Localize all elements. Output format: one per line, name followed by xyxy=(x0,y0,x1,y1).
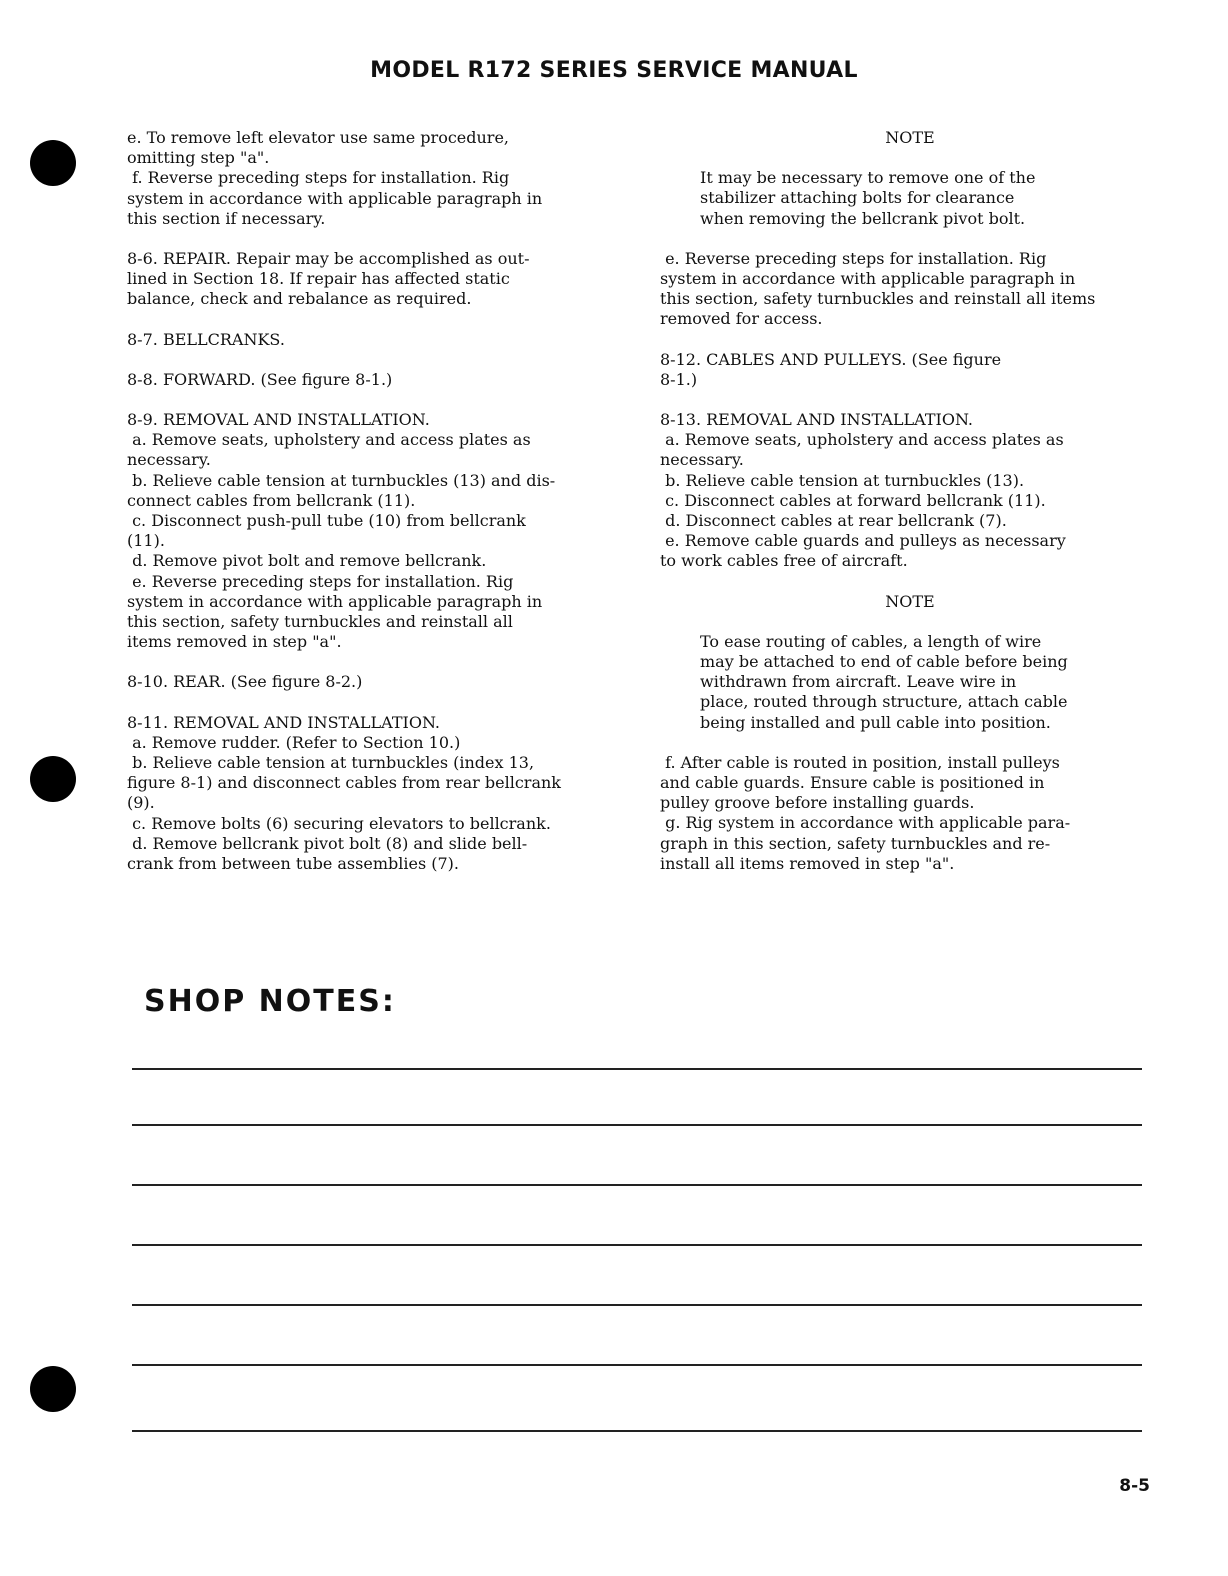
text-line: system in accordance with applicable paragraph in xyxy=(127,591,543,611)
shop-notes-title: SHOP NOTES: xyxy=(144,984,396,1019)
text-line: this section if necessary. xyxy=(127,208,326,228)
text-line: removed for access. xyxy=(660,309,823,329)
text-line: a. Remove seats, upholstery and access plates as xyxy=(127,430,531,450)
note-title: NOTE xyxy=(885,591,935,611)
text-line: c. Disconnect cables at forward bellcrank (11). xyxy=(660,490,1046,510)
text-line: crank from between tube assemblies (7). xyxy=(127,854,459,874)
binder-hole-bottom xyxy=(30,1366,76,1412)
text-line: e. Reverse preceding steps for installation. Rig xyxy=(127,571,514,591)
text-line: a. Remove seats, upholstery and access plates as xyxy=(660,430,1064,450)
text-line: system in accordance with applicable paragraph in xyxy=(127,188,543,208)
text-line: b. Relieve cable tension at turnbuckles (index 13, xyxy=(127,753,535,773)
text-line: place, routed through structure, attach cable xyxy=(700,692,1068,712)
text-line: omitting step "a". xyxy=(127,148,270,168)
right-para-fg xyxy=(660,753,1160,874)
text-line: this section, safety turnbuckles and reinstall all items xyxy=(660,289,1096,309)
section-heading: 8-8. FORWARD. (See figure 8-1.) xyxy=(127,369,393,389)
text-line: a. Remove rudder. (Refer to Section 10.) xyxy=(127,732,461,752)
text-line: lined in Section 18. If repair has affected static xyxy=(127,269,510,289)
text-line: d. Disconnect cables at rear bellcrank (7). xyxy=(660,511,1007,531)
text-line: 8-1.) xyxy=(660,369,698,389)
page-header-title: MODEL R172 SERIES SERVICE MANUAL xyxy=(370,58,858,83)
text-line: d. Remove pivot bolt and remove bellcrank. xyxy=(127,551,487,571)
note-title: NOTE xyxy=(885,128,935,147)
text-line: f. After cable is routed in position, install pulleys xyxy=(660,752,1060,772)
text-line: this section, safety turnbuckles and reinstall all xyxy=(127,612,513,632)
text-line: figure 8-1) and disconnect cables from rear bellcrank xyxy=(127,773,561,793)
text-line: To ease routing of cables, a length of wire xyxy=(700,631,1042,651)
shop-notes-line xyxy=(132,1068,1142,1070)
page-number: 8-5 xyxy=(1119,1476,1150,1496)
text-line: g. Rig system in accordance with applicable para- xyxy=(660,813,1071,833)
shop-notes-line xyxy=(132,1184,1142,1186)
text-line: e. To remove left elevator use same procedure, xyxy=(127,128,510,147)
text-line: to work cables free of aircraft. xyxy=(660,551,908,571)
text-line: f. Reverse preceding steps for installation. Rig xyxy=(127,168,510,188)
text-line: necessary. xyxy=(660,450,744,470)
section-8-9-removal xyxy=(127,410,627,652)
text-line: items removed in step "a". xyxy=(127,632,342,652)
shop-notes-line xyxy=(132,1304,1142,1306)
text-line: (9). xyxy=(127,793,155,813)
binder-hole-top xyxy=(30,140,76,186)
section-8-10-rear xyxy=(127,672,627,692)
text-line: 8-6. REPAIR. Repair may be accomplished as out- xyxy=(127,249,530,269)
shop-notes-line xyxy=(132,1124,1142,1126)
text-line: It may be necessary to remove one of the xyxy=(700,168,1036,188)
section-8-12-cables xyxy=(660,350,1160,390)
text-line: c. Remove bolts (6) securing elevators to bellcrank. xyxy=(127,813,551,833)
section-8-7-bellcranks xyxy=(127,330,627,350)
text-line: e. Reverse preceding steps for installation. Rig xyxy=(660,248,1047,268)
section-heading: 8-13. REMOVAL AND INSTALLATION. xyxy=(660,410,973,430)
section-8-6-repair xyxy=(127,249,627,310)
text-line: balance, check and rebalance as required. xyxy=(127,289,472,309)
section-heading: 8-12. CABLES AND PULLEYS. (See figure xyxy=(660,349,1002,369)
text-line: connect cables from bellcrank (11). xyxy=(127,490,416,510)
section-heading: 8-10. REAR. (See figure 8-2.) xyxy=(127,672,363,692)
shop-notes-line xyxy=(132,1364,1142,1366)
text-line: may be attached to end of cable before being xyxy=(700,652,1068,672)
text-line: necessary. xyxy=(127,450,211,470)
right-column xyxy=(660,128,1160,894)
left-column xyxy=(127,128,627,894)
text-line: being installed and pull cable into position. xyxy=(700,712,1051,732)
text-line: when removing the bellcrank pivot bolt. xyxy=(700,208,1026,228)
text-line: pulley groove before installing guards. xyxy=(660,793,975,813)
text-line: graph in this section, safety turnbuckles and re- xyxy=(660,833,1051,853)
text-line: e. Remove cable guards and pulleys as necessary xyxy=(660,531,1066,551)
text-line: system in accordance with applicable paragraph in xyxy=(660,269,1076,289)
note-body xyxy=(700,632,1160,733)
text-line: withdrawn from aircraft. Leave wire in xyxy=(700,672,1017,692)
note-body xyxy=(700,168,1160,229)
text-line: stabilizer attaching bolts for clearance xyxy=(700,188,1015,208)
text-line: b. Relieve cable tension at turnbuckles (13). xyxy=(660,470,1025,490)
section-8-11-removal xyxy=(127,713,627,875)
text-line: and cable guards. Ensure cable is positioned in xyxy=(660,773,1045,793)
shop-notes-line xyxy=(132,1430,1142,1432)
left-block-1 xyxy=(127,128,627,229)
section-heading: 8-7. BELLCRANKS. xyxy=(127,329,285,349)
section-8-8-forward xyxy=(127,370,627,390)
section-8-13-removal xyxy=(660,410,1160,572)
shop-notes-line xyxy=(132,1244,1142,1246)
right-para-e xyxy=(660,249,1160,330)
text-line: install all items removed in step "a". xyxy=(660,853,955,873)
text-line: c. Disconnect push-pull tube (10) from bellcrank xyxy=(127,511,526,531)
section-heading: 8-9. REMOVAL AND INSTALLATION. xyxy=(127,410,430,430)
text-line: b. Relieve cable tension at turnbuckles (13) and dis- xyxy=(127,470,556,490)
text-line: (11). xyxy=(127,531,165,551)
binder-hole-middle xyxy=(30,756,76,802)
text-line: d. Remove bellcrank pivot bolt (8) and slide bell- xyxy=(127,833,528,853)
section-heading: 8-11. REMOVAL AND INSTALLATION. xyxy=(127,712,440,732)
